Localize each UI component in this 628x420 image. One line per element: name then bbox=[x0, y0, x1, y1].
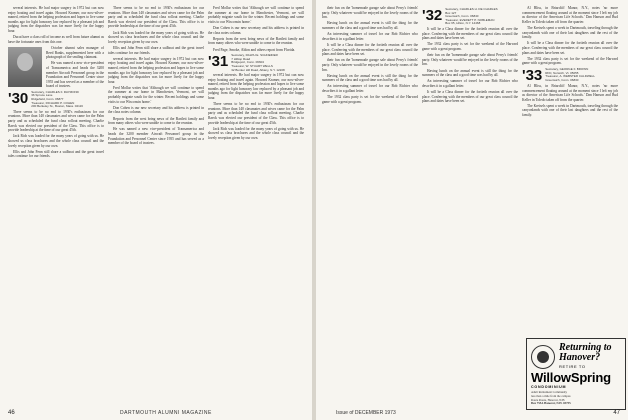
paragraph: several interests. He had major surgery in 1972 but can now enjoy boating and travel again. Howard Kramer, our now-silver-maned, retired from the helping profession and hopes to live some months ago for light honorary law replaced by a pleasant job and judging from the dispatches was far more lively for the happy hour. bbox=[8, 6, 104, 33]
paragraph: An interesting summer of travel for our Bob Richter who describes it in a gallant letter. bbox=[322, 32, 418, 41]
paragraph: Having lunch on the annual event is still the thing for the summers of the class and a good time was had by all. bbox=[422, 68, 518, 78]
page-number: 46 bbox=[8, 410, 15, 416]
page-footer: DARTMOUTH ALUMNI MAGAZINE bbox=[120, 410, 212, 416]
class-heading-33 bbox=[522, 68, 618, 83]
willowspring-advertisement bbox=[526, 338, 626, 410]
class-secretary-block: Secretary, CHARLES H. DE CHARLES Box 127 Greenwich, Conn. 06840 Treasurer, EVERETT P. NOBLEMAN Box 65, Hilton, N.Y. 14468 bbox=[445, 7, 498, 26]
right-column-2 bbox=[422, 6, 518, 105]
paragraph: He was named a new vice-president of Transamerica and heads the 3200 member Aircraft Personnel group in the Foundation and Personnel Center since 1955 and has served as a member of the board of trustees. bbox=[46, 61, 104, 89]
ad-retire-line: RETIRE TO bbox=[559, 364, 586, 369]
ad-brand: WillowSpring bbox=[531, 370, 611, 385]
paragraph: There seems to be no end to 1930's enthusiasm for our reunions. More than 140 classmates and wives came for the Palm party and as scheduled the fund class rollout meeting. Charlie Raeck was elected our president of the Class. This office is to provide leadership at the time of our great 45th. bbox=[208, 102, 304, 125]
paragraph: The Kreisels spent a week in Dartmouth, traveling through the canyonlands with one of their last daughters and the rest of the family. bbox=[522, 25, 618, 40]
paragraph: Ellis and John Fenn still share a sailboat and the great travel tales continue for our friends. bbox=[108, 45, 204, 55]
paragraph: It will be a Class dinner for the fortieth reunion all over the place. Conferring with the members of our great class council the plans and dates have been set. bbox=[422, 26, 518, 41]
left-column-1 bbox=[8, 6, 104, 161]
paragraph: It will be a Class dinner for the fortieth reunion all over the place. Conferring with the members of our great class council the plans and dates have been set. bbox=[522, 41, 618, 55]
paragraph: Al Bliss, in Briarcliff Manor, N.Y., notes 'no more commencement floating around at the moment since I left my job as director of the American Life Schools.' Dan Hanson and Bud Keller in Toledo taken off from the quarter. bbox=[522, 83, 618, 102]
paragraph: The 1932 class party is set for the weekend of the Harvard game with a great program. bbox=[522, 56, 618, 66]
class-year: '30 bbox=[8, 89, 29, 107]
paragraph: Ellis and John Fenn still share a sailboat and the great travel tales continue for our friends. bbox=[8, 149, 104, 159]
paragraph: Having lunch on the annual event is still the thing for the summers of the class and a good time was had by all. bbox=[322, 21, 418, 30]
left-column-2 bbox=[108, 6, 204, 147]
ad-bullet: less than a mile from the campus bbox=[531, 393, 571, 398]
class-year: '31 bbox=[208, 53, 229, 71]
class-year: '33 bbox=[522, 66, 543, 84]
paragraph: Don Cohen is our new secretary and his address is printed in the class notes column. bbox=[208, 25, 304, 35]
paragraph: Jack Rich was loaded for the many years of going with us. He showed us class brochures and the whole class council and the lovely reception given by our own. bbox=[8, 134, 104, 148]
class-secretary-block: Secretary, RALPH E. SCHNEIDER 7 Hilltop Road Bridgeport, Conn. 06604 Treasurer, W. STUART WELLS 32 Bunker Hill Road, Albany, N.Y. 12208 bbox=[231, 53, 285, 72]
class-year: '32 bbox=[422, 7, 443, 24]
paragraph: Having lunch on the annual event is still the thing for the summers of the class and a good time was had by all. bbox=[322, 73, 418, 83]
paragraph: An interesting summer of travel for our Bob Richter who describes it in a gallant letter. bbox=[422, 79, 518, 88]
left-column-3 bbox=[208, 6, 304, 142]
page-number: 47 bbox=[613, 410, 620, 416]
right-column-3 bbox=[522, 6, 618, 336]
paragraph: The 1932 class party is set for the weekend of the Harvard game with a great program. bbox=[322, 95, 418, 104]
ad-details bbox=[531, 391, 621, 406]
paragraph: Fred Mollar writes that 'Although we will continue to spend the summer at our home in Manchester, Vermont, we will probably migrate south for the winter. Recent holdings and some visits to our Wisconsin home.' bbox=[208, 6, 304, 24]
paragraph: Reports from the west bring news of the Bartlett family and from many others who were unable to come to the reunion. bbox=[108, 116, 204, 126]
ad-headline: Returning to Hanover? bbox=[559, 342, 612, 363]
paragraph: There seems to be no end to 1930's enthusiasm for our reunions. More than 140 classmates and wives came for the Palm party and as scheduled the fund class rollout meeting. Charlie Raeck was elected our president of the Class. This office is to provide leadership at the time of our great 45th. bbox=[8, 109, 104, 133]
class-secretary-block: Secretary, GEORGE F. BROWN RFD, Norwich, Vt. 05055 Treasurer, A. WEBSTER CALDWELL Greenwich, Conn. 06830 bbox=[545, 66, 596, 82]
photo bbox=[8, 47, 42, 87]
page-footer: Issue of DECEMBER 1973 bbox=[336, 410, 396, 416]
paragraph: October alumni sales manager of Reed Banks, supplemented here with a photograph of the smiling claimant. bbox=[46, 45, 104, 60]
paragraph: Fred Page, Smoke, Aldon and others report from Florida. bbox=[213, 47, 296, 52]
ad-bullet: Adult Retirement Community bbox=[531, 390, 567, 394]
class-heading-32 bbox=[422, 8, 518, 26]
willowspring-logo-icon bbox=[531, 345, 555, 369]
ad-bullet: Route Route, Hanover, N.H. bbox=[531, 397, 566, 402]
paragraph: Jack Rich was loaded for the many years of going with us. He showed us class brochures and the whole class council and the lovely reception given by our own. bbox=[108, 30, 204, 44]
paragraph: He was named a new vice-president of Transamerica and heads the 3200 member Aircraft Personnel group in the Foundation and Personnel Center since 1955 and has served as a member of the board of trustees. bbox=[108, 127, 204, 146]
paragraph: An interesting summer of travel for our Bob Richter who describes it in a gallant letter. bbox=[322, 84, 418, 94]
ad-bullet: Box 755A Hanover, N.H. 03755 bbox=[531, 401, 571, 406]
class-heading-31 bbox=[208, 54, 304, 72]
class-secretary-block: Secretary, CHARLES F. RAYMOND 36 Spruce Lane Ridgefield, Conn. 06877 Treasurer, RICHARD P. COHEN 200 Berkeley St., Boston, Mass. 02116 bbox=[31, 89, 83, 109]
paragraph: It will be a Class dinner for the fortieth reunion all over the place. Conferring with the members of our great class council the plans and dates have been set. bbox=[322, 42, 418, 57]
class-heading-30 bbox=[8, 91, 104, 109]
paragraph: their fun on the 'homemade garage sale about Perry's friends' party. Only whatever would be enjoyed in the lovely rooms of the Inn. bbox=[322, 6, 418, 20]
paragraph: Ducat have a class roll of income as well from future alumni as have the fortunate ones from this one. bbox=[8, 35, 104, 44]
paragraph: The 1932 class party is set for the weekend of the Harvard game with a great program. bbox=[422, 42, 518, 51]
paragraph: The Kreisels spent a week in Dartmouth, traveling through the canyonlands with one of their last daughters and the rest of the family. bbox=[522, 103, 618, 118]
paragraph: several interests. He had major surgery in 1972 but can now enjoy boating and travel again. Howard Kramer, our now-silver-maned, retired from the helping profession and hopes to live some months ago for light honorary law replaced by a pleasant job and judging from the dispatches was far more lively for the happy hour. bbox=[108, 56, 204, 84]
paragraph: several interests. He had major surgery in 1972 but can now enjoy boating and travel again. Howard Kramer, our now-silver-maned, retired from the helping profession and hopes to live some months ago for light honorary law replaced by a pleasant job and judging from the dispatches was far more lively for the happy hour. bbox=[208, 73, 304, 101]
right-column-1 bbox=[322, 6, 418, 106]
paragraph: Reports from the west bring news of the Bartlett family and from many others who were unable to come to the reunion. bbox=[208, 36, 304, 46]
paragraph: There seems to be no end to 1930's enthusiasm for our reunions. More than 140 classmates and wives came for the Palm party and as scheduled the fund class rollout meeting. Charlie Raeck was elected our president of the Class. This office is to provide leadership at the time of our great 45th. bbox=[108, 6, 204, 29]
right-page bbox=[316, 0, 628, 420]
paragraph: Fred Mollar writes that 'Although we will continue to spend the summer at our home in Manchester, Vermont, we will probably migrate south for the winter. Recent holdings and some visits to our Wisconsin home.' bbox=[108, 85, 204, 104]
left-page bbox=[0, 0, 312, 420]
paragraph: Al Bliss, in Briarcliff Manor, N.Y., notes 'no more commencement floating around at the moment since I left my job as director of the American Life Schools.' Dan Hanson and Bud Keller in Toledo taken off from the quarter. bbox=[522, 6, 618, 24]
ad-subtitle: CONDOMINIUM bbox=[531, 385, 567, 389]
paragraph: It will be a Class dinner for the fortieth reunion all over the place. Conferring with the members of our great class council the plans and dates have been set. bbox=[422, 90, 518, 104]
paragraph: their fun on the 'homemade garage sale about Perry's friends' party. Only whatever would be enjoyed in the lovely rooms of the Inn. bbox=[322, 58, 418, 72]
paragraph: Don Cohen is our new secretary and his address is printed in the class notes column. bbox=[108, 105, 204, 115]
paragraph: Jack Rich was loaded for the many years of going with us. He showed us class brochures and the whole class council and the lovely reception given by our own. bbox=[208, 126, 304, 140]
paragraph: their fun on the 'homemade garage sale about Perry's friends' party. Only whatever would be enjoyed in the lovely rooms of the Inn. bbox=[422, 53, 518, 67]
